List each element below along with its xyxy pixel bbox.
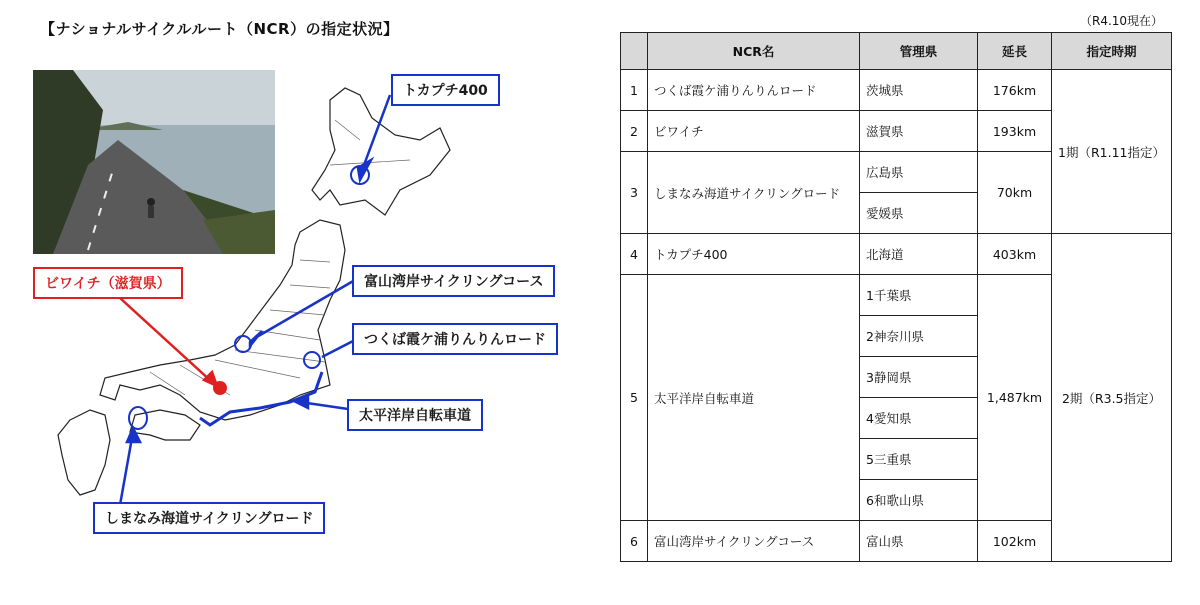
period-2: 2期（R3.5指定） <box>1052 234 1172 562</box>
table-row: 3 しまなみ海道サイクリングロード 広島県 70km <box>621 152 1172 193</box>
ncr-table: NCR名 管理県 延長 指定時期 1 つくば霞ケ浦りんりんロード 茨城県 176km 1期（R1.11指定） 2 ビワイチ 滋賀県 193km 3 しまなみ海道サイクリングロード 広島県 70km 愛媛県 4 トカプチ400 北海道 403km 2期（R3.5指定） 5 太平洋岸自転車道 1千葉県 1,487km 2神奈川県 3静岡県 4愛知県 5三重県 6和歌山県 6 富山湾岸サイクリングコース 富山県 102km <box>620 32 1172 562</box>
header-ncr-name: NCR名 <box>648 33 860 70</box>
table-row: 5 太平洋岸自転車道 1千葉県 1,487km <box>621 275 1172 316</box>
table-row: 4 トカプチ400 北海道 403km 2期（R3.5指定） <box>621 234 1172 275</box>
header-length: 延長 <box>978 33 1052 70</box>
callout-shimanami: しまなみ海道サイクリングロード <box>93 502 325 534</box>
callout-tsukuba: つくば霞ケ浦りんりんロード <box>352 323 558 355</box>
as-of-date: （R4.10現在） <box>1080 14 1164 28</box>
hokkaido <box>312 88 450 215</box>
page-title: 【ナショナルサイクルルート（NCR）の指定状況】 <box>40 20 399 38</box>
callout-toyama: 富山湾岸サイクリングコース <box>352 265 555 297</box>
table-row: 6 富山湾岸サイクリングコース 富山県 102km <box>621 521 1172 562</box>
callout-taiheiyo: 太平洋岸自転車道 <box>347 399 483 431</box>
shikoku <box>130 410 200 440</box>
header-pref: 管理県 <box>860 33 978 70</box>
callout-biwaichi: ビワイチ（滋賀県） <box>33 267 183 299</box>
period-1: 1期（R1.11指定） <box>1052 70 1172 234</box>
kyushu <box>58 410 110 495</box>
table-row: 2 ビワイチ 滋賀県 193km <box>621 111 1172 152</box>
header-period: 指定時期 <box>1052 33 1172 70</box>
table-row: 1 つくば霞ケ浦りんりんロード 茨城県 176km 1期（R1.11指定） <box>621 70 1172 111</box>
callout-tokachi: トカプチ400 <box>391 74 500 106</box>
